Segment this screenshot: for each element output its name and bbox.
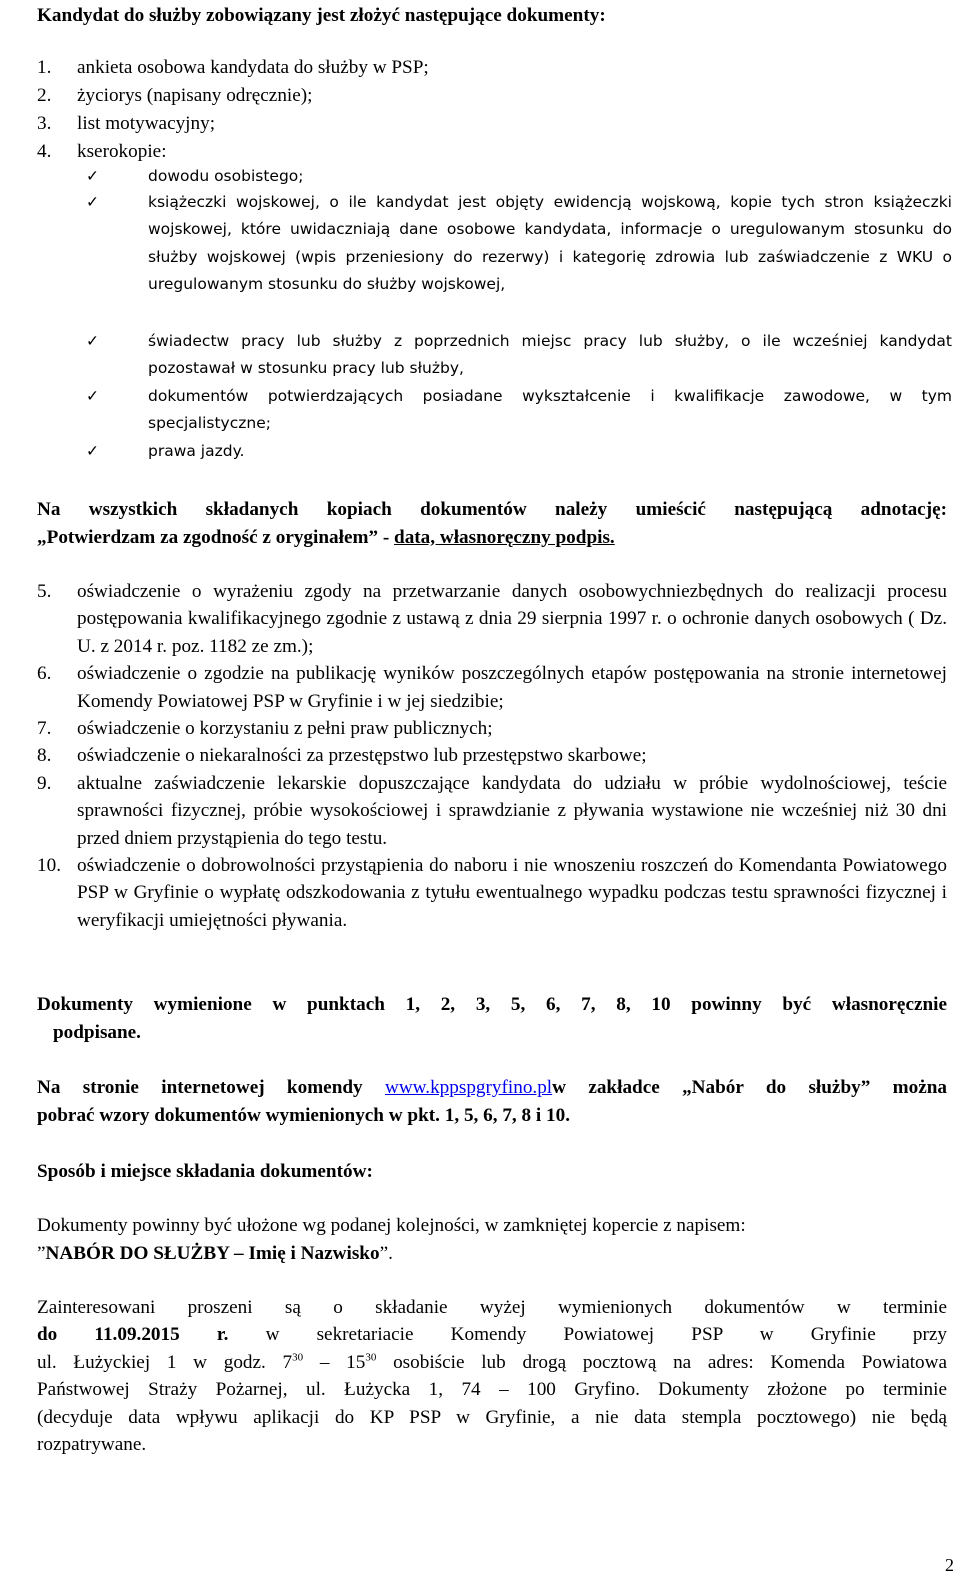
annotation-quote-line bbox=[37, 524, 947, 552]
checklist-text: prawa jazdy. bbox=[148, 442, 245, 460]
item-text: kserokopie: bbox=[77, 141, 167, 162]
item-text: życiorys (napisany odręcznie); bbox=[77, 85, 313, 106]
checklist-item bbox=[86, 189, 952, 299]
item-text: ankieta osobowa kandydata do służby w PSP; bbox=[77, 57, 429, 78]
item-number: 2. bbox=[37, 85, 52, 106]
envelope-line: Dokumenty powinny być ułożone wg podanej kolejności, w zamkniętej kopercie z napisem: bbox=[37, 1215, 746, 1236]
item-text: oświadczenie o wyrażeniu zgody na przetwarzanie danych osobowychniezbędnych do realizacji procesu postępowania kwalifikacyjnego zgodnie z ustawą z dnia 29 sierpnia 1997 r. o ochronie danych osobowych ( Dz. U. z 2014 r. poz. 1182 ze zm.); bbox=[77, 581, 947, 657]
time-superscript: 30 bbox=[292, 1351, 304, 1364]
list-item bbox=[37, 660, 947, 715]
deadline-line: Zainteresowani proszeni są o składanie wyżej wymienionych dokumentów w terminie bbox=[37, 1297, 947, 1318]
list-item bbox=[37, 715, 947, 742]
checklist-item bbox=[86, 438, 952, 465]
deadline-date: do 11.09.2015 r. bbox=[37, 1324, 229, 1346]
deadline-paragraph bbox=[37, 1294, 947, 1458]
deadline-text: w sekretariacie Komendy Powiatowej PSP w Gryfinie przy bbox=[228, 1324, 947, 1346]
website-line: pobrać wzory dokumentów wymienionych w pkt. 1, 5, 6, 7, 8 i 10. bbox=[37, 1105, 571, 1126]
time-superscript: 30 bbox=[365, 1351, 377, 1364]
website-text: Na stronie internetowej komendy bbox=[37, 1077, 385, 1098]
item-text: oświadczenie o zgodzie na publikację wyników poszczególnych etapów postępowania na stronie internetowej Komendy Powiatowej PSP w Gryfinie i w jej siedzibie; bbox=[77, 663, 947, 712]
item-number: 3. bbox=[37, 113, 52, 134]
website-paragraph bbox=[37, 1074, 947, 1130]
deadline-line bbox=[37, 1321, 947, 1348]
checklist-item bbox=[86, 162, 952, 190]
signed-paragraph bbox=[37, 991, 947, 1047]
list-item bbox=[37, 742, 947, 769]
item-text: oświadczenie o niekaralności za przestępstwo lub przestępstwo skarbowe; bbox=[77, 745, 647, 767]
checkmark-icon: ✓ bbox=[86, 167, 99, 185]
item-text: oświadczenie o korzystaniu z pełni praw publicznych; bbox=[77, 718, 493, 740]
signed-line: podpisane. bbox=[53, 1022, 141, 1043]
checklist-text: dokumentów potwierdzających posiadane wykształcenie i kwalifikacje zawodowe, w tym specjalistyczne; bbox=[148, 387, 952, 433]
website-text: w zakładce „Nabór do służby” można bbox=[552, 1077, 947, 1098]
website-link[interactable]: www.kppspgryfino.pl bbox=[384, 1077, 553, 1098]
checkmark-icon: ✓ bbox=[86, 442, 99, 460]
list-item bbox=[37, 770, 947, 852]
deadline-line: (decyduje data wpływu aplikacji do KP PSP w Gryfinie, a nie data stempla pocztowego) nie będą bbox=[37, 1406, 947, 1428]
item-number: 5. bbox=[37, 581, 52, 602]
item-number: 10. bbox=[37, 855, 61, 877]
checkmark-icon: ✓ bbox=[86, 332, 99, 350]
item-number: 8. bbox=[37, 745, 52, 767]
checklist-item bbox=[86, 383, 952, 438]
deadline-text: osobiście lub drogą pocztową na adres: Komenda Powiatowa bbox=[376, 1351, 948, 1373]
signed-line: Dokumenty wymienione w punktach 1, 2, 3, 5, 6, 7, 8, 10 powinny być własnoręcznie bbox=[37, 994, 947, 1015]
checklist-item bbox=[86, 328, 952, 383]
checkmark-icon: ✓ bbox=[86, 387, 99, 405]
list-item bbox=[37, 82, 947, 110]
submission-heading: Sposób i miejsce składania dokumentów: bbox=[37, 1161, 373, 1182]
list-item bbox=[37, 110, 947, 138]
envelope-label-line bbox=[37, 1240, 947, 1268]
annotation-line: Na wszystkich składanych kopiach dokumentów należy umieścić następującą adnotację: bbox=[37, 499, 947, 520]
website-line bbox=[37, 1074, 947, 1102]
page-heading: Kandydat do służby zobowiązany jest złożyć następujące dokumenty: bbox=[37, 5, 606, 26]
item-number: 1. bbox=[37, 57, 52, 78]
deadline-line: Państwowej Straży Pożarnej, ul. Łużycka 1, 74 – 100 Gryfino. Dokumenty złożone po terminie bbox=[37, 1379, 947, 1401]
item-text: aktualne zaświadczenie lekarskie dopuszczające kandydata do udziału w próbie wydolnościowej, teście sprawności fizycznej, próbie wysokościowej i sprawdzianie z pływania wystawione nie wcześniej niż 30 dni przed dniem przystąpienia do tego testu. bbox=[77, 772, 947, 849]
item-number: 7. bbox=[37, 718, 52, 740]
annotation-underlined: data, własnoręczny podpis. bbox=[394, 527, 615, 548]
checklist-text: dowodu osobistego; bbox=[148, 167, 304, 185]
checklist-text: świadectw pracy lub służby z poprzednich miejsc pracy lub służby, o ile wcześniej kandydat pozostawał w stosunku pracy lub służby, bbox=[148, 332, 952, 378]
envelope-quote: ”. bbox=[379, 1243, 393, 1264]
list-item bbox=[37, 578, 947, 660]
deadline-text: – 15 bbox=[303, 1351, 366, 1373]
annotation-quote: „Potwierdzam za zgodność z oryginałem” - bbox=[37, 527, 395, 548]
page-number: 2 bbox=[945, 1555, 954, 1575]
item-text: list motywacyjny; bbox=[77, 113, 216, 134]
item-number: 9. bbox=[37, 772, 52, 794]
item-number: 4. bbox=[37, 141, 52, 162]
list-item bbox=[37, 852, 947, 934]
deadline-line bbox=[37, 1349, 947, 1376]
envelope-paragraph bbox=[37, 1212, 947, 1268]
envelope-quote: ” bbox=[37, 1243, 46, 1264]
envelope-label: NABÓR DO SŁUŻBY – Imię i Nazwisko bbox=[45, 1243, 380, 1264]
item-number: 6. bbox=[37, 663, 52, 685]
item-text: oświadczenie o dobrowolności przystąpienia do naboru i nie wnoszeniu roszczeń do Komendanta Powiatowego PSP w Gryfinie o wypłatę odszkodowania z tytułu ewentualnego wypadku podczas testu sprawności fizycznej i weryfikacji umiejętności pływania. bbox=[77, 855, 947, 931]
annotation-paragraph bbox=[37, 496, 947, 552]
checkmark-icon: ✓ bbox=[86, 193, 99, 211]
deadline-line: rozpatrywane. bbox=[37, 1434, 147, 1456]
top-list bbox=[37, 54, 947, 166]
bottom-list bbox=[37, 578, 947, 934]
list-item bbox=[37, 54, 947, 82]
checklist-text: książeczki wojskowej, o ile kandydat jest objęty ewidencją wojskową, kopie tych stron książeczki wojskowej, które uwidaczniają dane osobowe kandydata, informacje o uregulowanym stosunku do służby wojskowej (wpis przeniesiony do rezerwy) i kategorię zdrowia lub zaświadczenie z WKU o uregulowanym stosunku do służby wojskowej, bbox=[148, 193, 952, 294]
deadline-text: ul. Łużyckiej 1 w godz. 7 bbox=[37, 1351, 293, 1373]
